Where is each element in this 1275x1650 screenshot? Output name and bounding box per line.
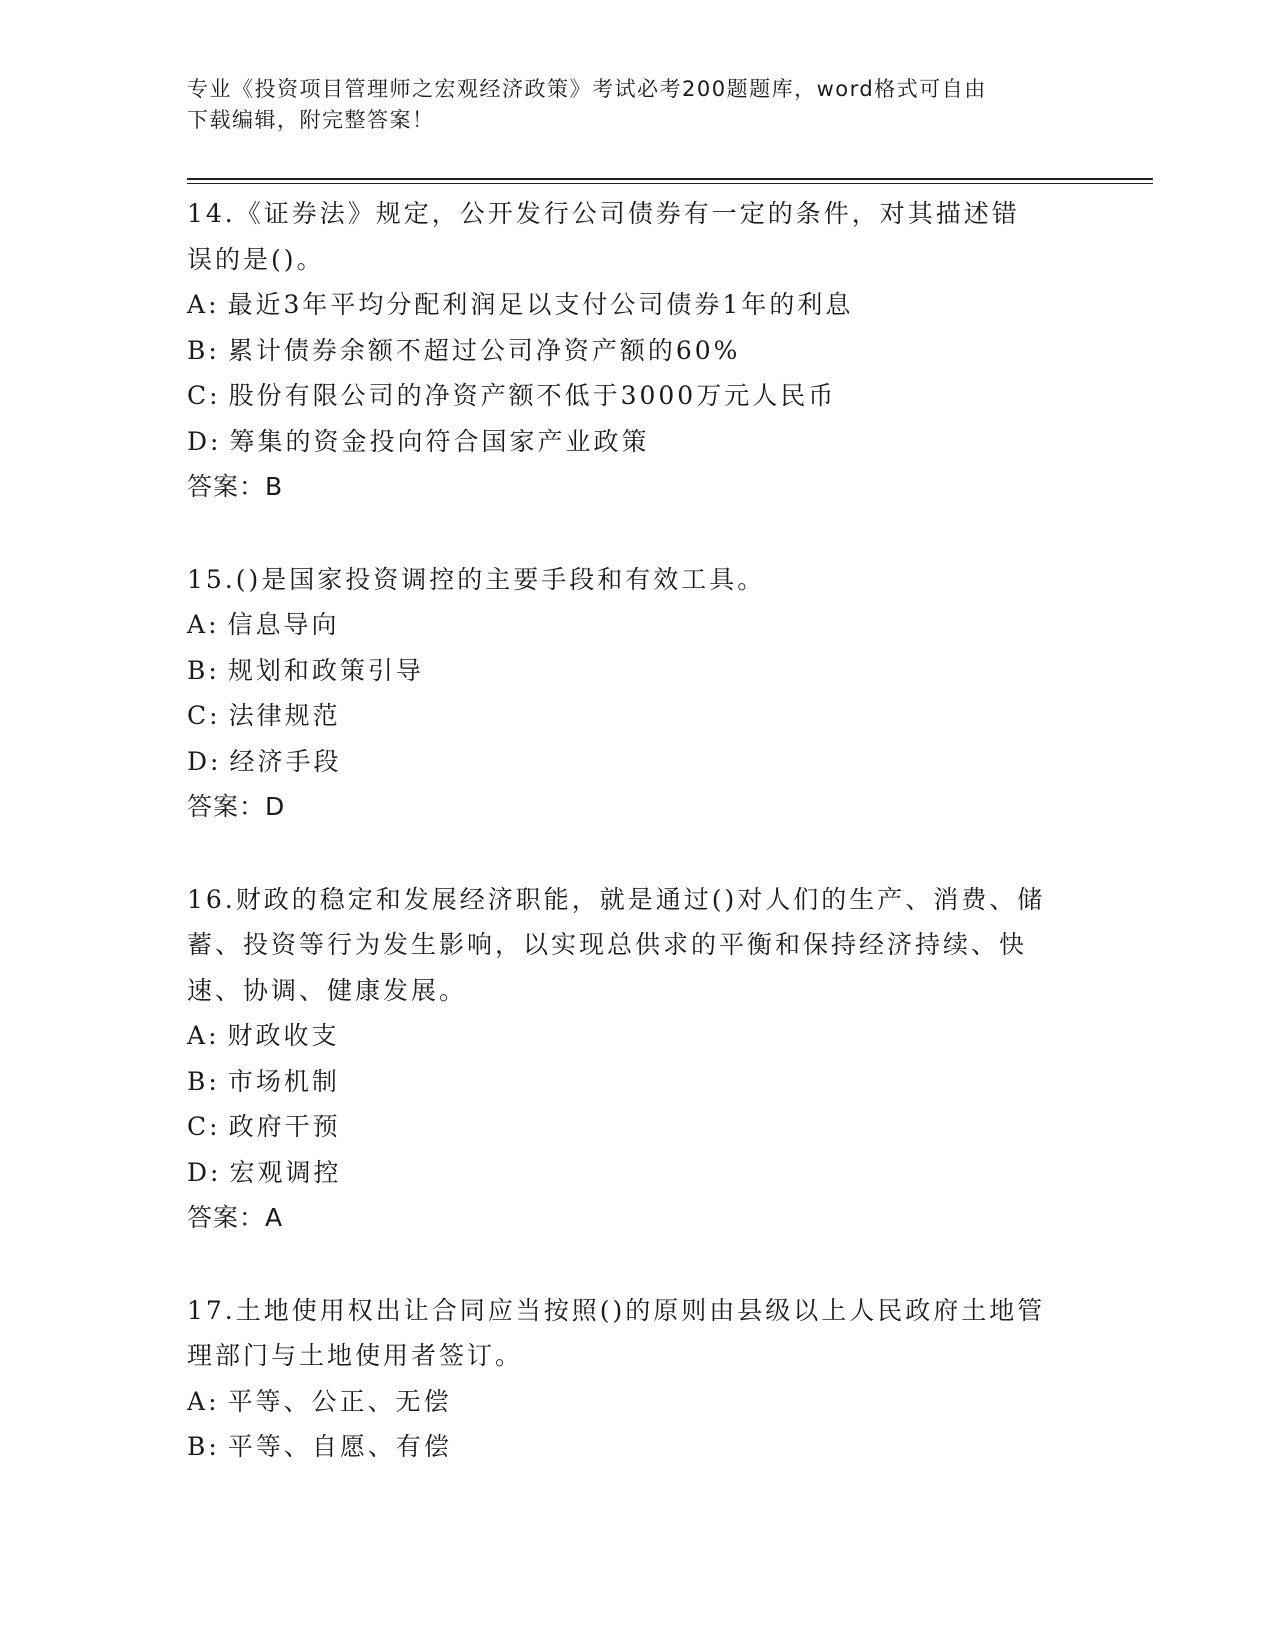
- question-stem: 14.《证券法》规定，公开发行公司债券有一定的条件，对其描述错误的是()。: [187, 199, 1020, 274]
- option-letter: D: [187, 426, 211, 456]
- option-text: 累计债券余额不超过公司净资产额的60%: [227, 335, 741, 365]
- option-a: A: 财政收支: [187, 1021, 340, 1050]
- question-stem: 16.财政的稳定和发展经济职能，就是通过()对人们的生产、消费、储蓄、投资等行为发生影响，以实现总供求的平衡和保持经济持续、快速、协调、健康发展。: [187, 884, 1046, 1005]
- question-stem: 17.土地使用权出让合同应当按照()的原则由县级以上人民政府土地管理部门与土地使用者签订。: [187, 1295, 1046, 1370]
- option-text: 最近3年平均分配利润足以支付公司债券1年的利息: [227, 290, 854, 319]
- option-letter: D: [187, 1157, 211, 1187]
- answer-value: B: [265, 472, 284, 501]
- option-d: D: 宏观调控: [187, 1157, 342, 1187]
- option-letter: C: [187, 381, 210, 410]
- answer-label: 答案：: [187, 1203, 266, 1232]
- option-letter: B: [187, 1066, 209, 1096]
- option-text: 规划和政策引导: [227, 655, 424, 685]
- option-text: 政府干预: [228, 1112, 341, 1141]
- option-c: C: 法律规范: [187, 701, 341, 730]
- option-a: A: 最近3年平均分配利润足以支付公司债券1年的利息: [187, 290, 854, 319]
- option-c: C: 政府干预: [187, 1112, 341, 1141]
- option-text: 市场机制: [227, 1066, 340, 1096]
- question-stem: 15.()是国家投资调控的主要手段和有效工具。: [187, 564, 766, 594]
- option-d: D: 经济手段: [187, 746, 342, 776]
- header-line-2: 下载编辑，附完整答案！: [187, 108, 435, 132]
- option-c: C: 股份有限公司的净资产额不低于3000万元人民币: [187, 381, 837, 410]
- option-text: 宏观调控: [229, 1157, 342, 1187]
- option-text: 信息导向: [227, 610, 340, 639]
- answer-label: 答案：: [187, 792, 266, 821]
- answer-line: [187, 784, 1047, 830]
- question-16: [187, 877, 1047, 1241]
- option-a: A: 信息导向: [187, 610, 340, 639]
- option-letter: A: [187, 610, 209, 639]
- answer-line: [187, 1195, 1047, 1241]
- question-list: [187, 191, 1047, 1517]
- option-b: B: 平等、自愿、有偿: [187, 1432, 452, 1461]
- option-letter: B: [187, 1432, 209, 1461]
- option-text: 财政收支: [227, 1021, 340, 1050]
- option-text: 经济手段: [229, 746, 342, 776]
- option-text: 平等、自愿、有偿: [227, 1432, 452, 1461]
- header-divider-thin: [187, 183, 1153, 184]
- option-b: B: 市场机制: [187, 1066, 340, 1096]
- option-text: 平等、公正、无偿: [227, 1386, 452, 1416]
- option-letter: A: [187, 1386, 209, 1416]
- option-letter: A: [187, 1021, 209, 1050]
- header-line-1: 专业《投资项目管理师之宏观经济政策》考试必考200题题库，word格式可自由: [187, 77, 987, 101]
- header-divider-thick: [187, 178, 1153, 180]
- option-a: A: 平等、公正、无偿: [187, 1386, 452, 1416]
- option-text: 股份有限公司的净资产额不低于3000万元人民币: [228, 381, 837, 410]
- option-text: 筹集的资金投向符合国家产业政策: [229, 426, 650, 456]
- question-17: [187, 1288, 1047, 1470]
- document-header: [187, 74, 1047, 136]
- option-letter: B: [187, 335, 209, 365]
- question-14: [187, 191, 1047, 510]
- option-b: B: 规划和政策引导: [187, 655, 424, 685]
- answer-line: [187, 464, 1047, 510]
- option-text: 法律规范: [228, 701, 341, 730]
- option-d: D: 筹集的资金投向符合国家产业政策: [187, 426, 650, 456]
- option-letter: C: [187, 1112, 210, 1141]
- answer-label: 答案：: [187, 472, 266, 501]
- option-letter: C: [187, 701, 210, 730]
- option-letter: D: [187, 746, 211, 776]
- answer-value: A: [265, 1203, 284, 1232]
- option-letter: B: [187, 655, 209, 685]
- question-15: [187, 557, 1047, 830]
- option-b: B: 累计债券余额不超过公司净资产额的60%: [187, 335, 741, 365]
- answer-value: D: [265, 792, 286, 821]
- option-letter: A: [187, 290, 209, 319]
